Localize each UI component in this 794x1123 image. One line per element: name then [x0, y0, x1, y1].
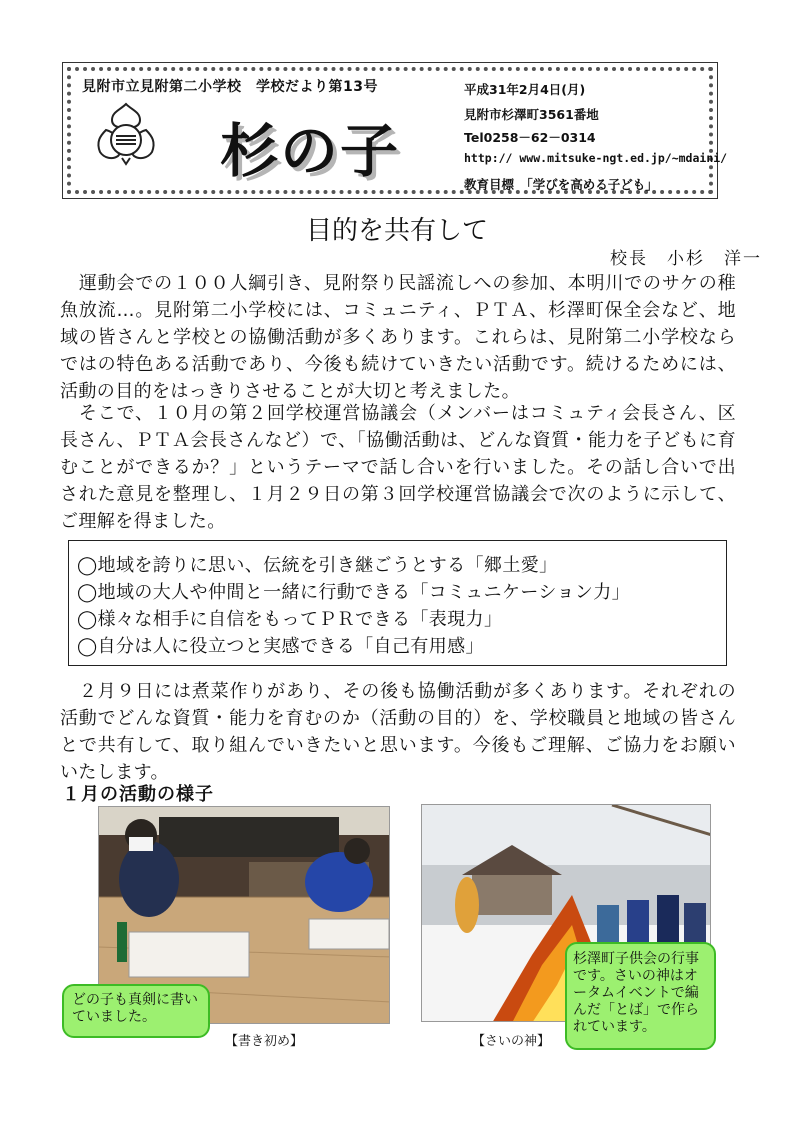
- school-address: 見附市杉澤町3561番地: [464, 107, 599, 122]
- goals-box: [68, 540, 727, 666]
- calligraphy-caption: 【書き初め】: [225, 1034, 304, 1049]
- sainokami-caption: 【さいの神】: [472, 1034, 551, 1049]
- education-goal: 教育目標 「学びを高める子ども」: [464, 177, 658, 192]
- activities-heading: １月の活動の様子: [62, 784, 214, 805]
- article-paragraph-3: ２月９日には煮菜作りがあり、その後も協働活動が多くあります。それぞれの活動でどんな資質・能力を育むのか（活動の目的）を、学校職員と地域の皆さんとで共有して、取り組んでいきたいと思います。今後もご理解、ご協力をお願いいたします。: [60, 681, 736, 783]
- school-phone: Tel0258－62－0314: [464, 130, 596, 145]
- school-emblem-icon: [92, 100, 160, 168]
- goal-item-expression: ◯様々な相手に自信をもってＰＲできる「表現力」: [77, 609, 503, 630]
- issue-date: 平成31年2月4日(月): [464, 82, 586, 97]
- goal-item-communication: ◯地域の大人や仲間と一緒に行動できる「コミュニケーション力」: [77, 582, 631, 603]
- article-headline: 目的を共有して: [305, 216, 488, 246]
- school-website-link[interactable]: http:// www.mitsuke-ngt.ed.jp/~mdaini/: [464, 151, 728, 165]
- article-author: 校長 小杉 洋一: [610, 249, 762, 269]
- school-name-issue: 見附市立見附第二小学校 学校だより第13号: [82, 79, 378, 95]
- newsletter-title: 杉の子: [220, 117, 401, 185]
- article-paragraph-1: 運動会での１００人綱引き、見附祭り民謡流しへの参加、本明川でのサケの稚魚放流…。見附第二小学校には、コミュニティ、ＰＴＡ、杉澤町保全会など、地域の皆さんと学校との協働活動が多くあります。これらは、見附第二小学校ならではの特色ある活動であり、今後も続けていきたい活動です。続けるためには、活動の目的をはっきりさせることが大切と考えました。: [60, 273, 736, 402]
- calligraphy-speech-bubble: どの子も真剣に書いていました。: [62, 984, 210, 1038]
- article-paragraph-2: そこで、１０月の第２回学校運営協議会（メンバーはコミュティ会長さん、区長さん、ＰＴＡ会長さんなど）で、「協働活動は、どんな資質・能力を子どもに育むことができるか？」というテーマで話し合いを行いました。その話し合いで出された意見を整理し、１月２９日の第３回学校運営協議会で次のように示して、ご理解を得ました。: [60, 403, 736, 532]
- sainokami-speech-bubble: 杉澤町子供会の行事です。さいの神はオータムイベントで編んだ「とば」で作られています。: [565, 942, 716, 1050]
- goal-item-hometown-love: ◯地域を誇りに思い、伝統を引き継ごうとする「郷土愛」: [77, 555, 558, 576]
- goal-item-self-usefulness: ◯自分は人に役立つと実感できる「自己有用感」: [77, 636, 484, 657]
